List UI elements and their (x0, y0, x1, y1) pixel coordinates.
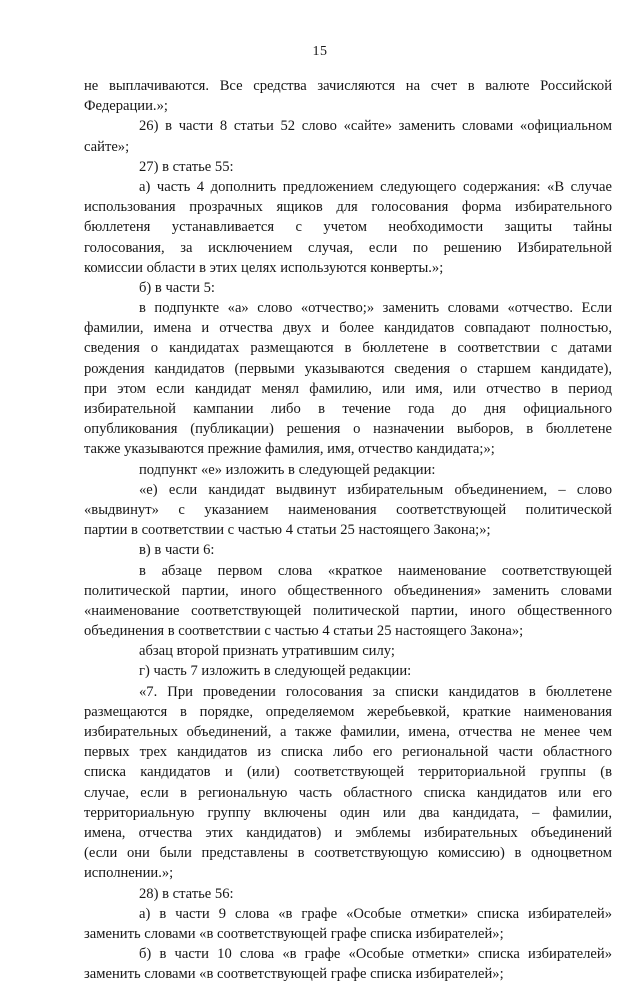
text-line: также указываются прежние фамилия, имя, отчество кандидата;»; (84, 441, 495, 458)
text-line: «выдвинут» с указанием наименования соответствующей политической (84, 501, 612, 518)
text-line: комиссии области в этих целях используются конверты.»; (84, 259, 444, 276)
text-line: в подпункте «а» слово «отчество;» заменить словами «отчество. Если (139, 300, 612, 317)
text-line: б) в части 10 слова «в графе «Особые отметки» списка избирателей» (139, 946, 612, 963)
page-number: 15 (312, 44, 328, 59)
text-line: б) в части 5: (139, 279, 215, 296)
text-line: территориальную группу включены один или два кандидата, – фамилии, (84, 804, 612, 821)
text-line: избирательной кампании либо в течение года до дня официального (84, 401, 612, 417)
text-line: имена, отчества этих кандидатов) и эмблемы избирательных объединений (84, 824, 612, 841)
text-line: «е) если кандидат выдвинут избирательным объединением, – слово (139, 481, 612, 498)
text-line: голосования, за исключением случая, если по решению Избирательной (84, 239, 612, 256)
text-line: подпункт «е» изложить в следующей редакции: (139, 461, 436, 478)
text-line: сведения о кандидатах размещаются в бюллетене в соответствии с датами (84, 340, 612, 357)
text-line: исполнении.»; (84, 865, 174, 882)
text-line: в абзаце первом слова «краткое наименование соответствующей (139, 562, 612, 579)
text-line: «наименование соответствующей политической партии, иного общественного (84, 602, 612, 619)
document-body (84, 76, 612, 984)
text-line: заменить словами «в соответствующей графе списка избирателей»; (84, 925, 504, 942)
text-line: политической партии, иного общественного объединения» заменить словами (84, 582, 612, 599)
text-line: рождения кандидатов (первыми указываются сведения о старшем кандидате), (84, 360, 612, 377)
text-line: объединения в соответствии с частью 4 статьи 25 настоящего Закона»; (84, 623, 524, 640)
text-line: заменить словами «в соответствующей графе списка избирателей»; (84, 966, 504, 983)
text-line: использования прозрачных ящиков для голосования форма избирательного (84, 199, 612, 216)
text-line: фамилии, имена и отчества двух и более кандидатов совпадают полностью, (84, 320, 612, 337)
text-line: 27) в статье 55: (139, 158, 234, 175)
text-line: размещаются в порядке, определяемом жеребьевкой, краткие наименования (84, 703, 612, 720)
text-line: не выплачиваются. Все средства зачисляются на счет в валюте Российской (84, 78, 612, 94)
text-line: при этом если кандидат менял фамилию, или имя, или отчество в период (84, 380, 612, 397)
text-line: бюллетеня устанавливается с учетом необходимости защиты тайны (84, 219, 612, 236)
text-line: опубликования (публикации) решения о назначении выборов, в бюллетене (84, 421, 612, 438)
text-line: абзац второй признать утратившим силу; (139, 643, 395, 660)
text-line: (если они были представлены в соответствующую комиссию) в одноцветном (84, 845, 612, 862)
text-line: партии в соответствии с частью 4 статьи 25 настоящего Закона;»; (84, 522, 491, 539)
text-line: г) часть 7 изложить в следующей редакции: (139, 663, 412, 680)
text-line: «7. При проведении голосования за списки кандидатов в бюллетене (139, 683, 612, 700)
text-line: а) в части 9 слова «в графе «Особые отметки» списка избирателей» (139, 905, 612, 922)
text-line: 26) в части 8 статьи 52 слово «сайте» заменить словами «официальном (139, 118, 612, 135)
text-line: случае, если в региональную часть областного списка кандидатов или его (84, 784, 612, 801)
text-line: 28) в статье 56: (139, 885, 234, 902)
text-line: первых трех кандидатов из списка либо его региональной части областного (84, 744, 612, 761)
text-line: списка кандидатов и (или) соответствующей территориальной группы (в (84, 764, 612, 781)
text-line: в) в части 6: (139, 542, 215, 559)
text-line: сайте»; (84, 138, 130, 155)
text-line: Федерации.»; (84, 98, 168, 115)
text-line: избирательных объединений, а также фамилии, имена, отчества не менее чем (84, 724, 612, 740)
text-line: а) часть 4 дополнить предложением следующего содержания: «В случае (139, 178, 612, 195)
